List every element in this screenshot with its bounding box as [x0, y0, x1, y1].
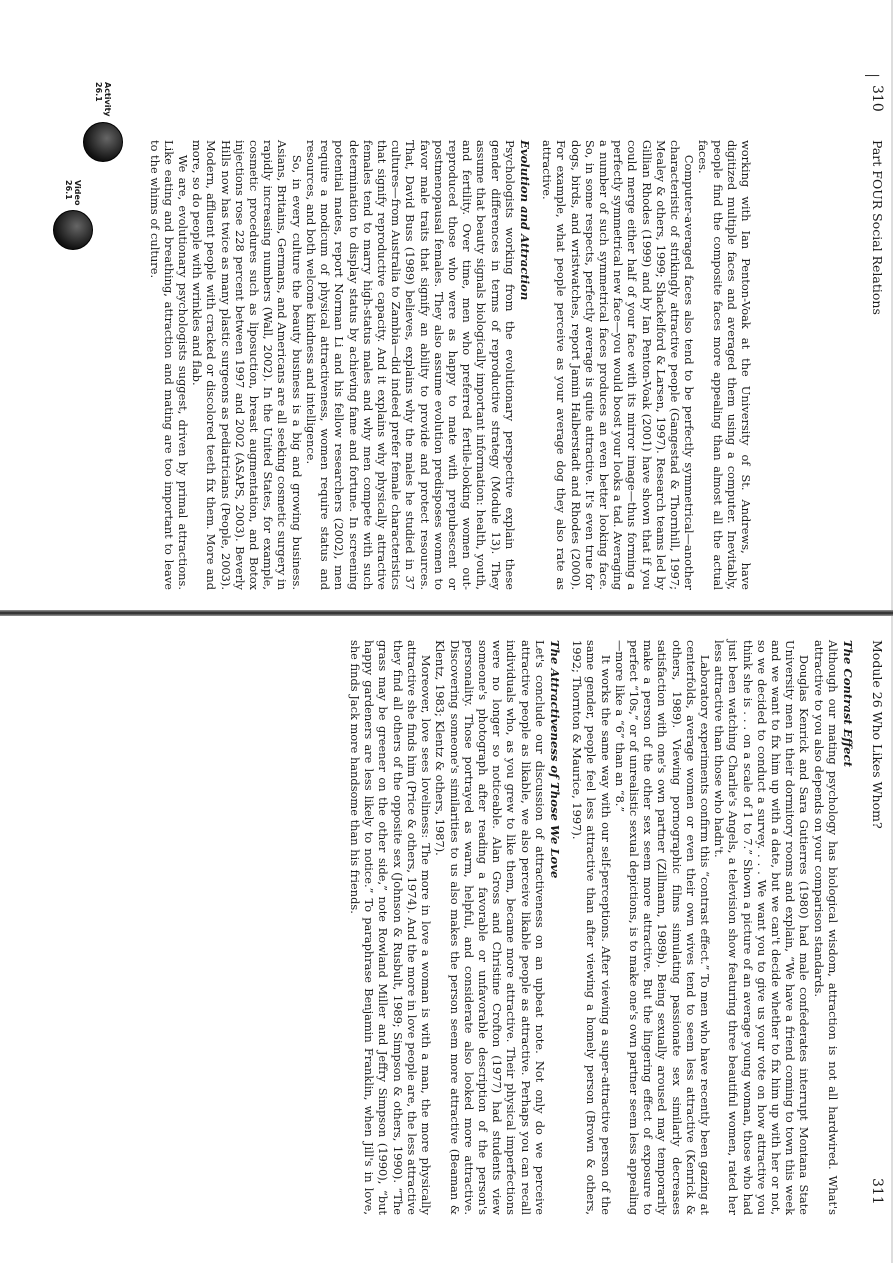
paragraph: It works the same way with our self-perceptions. After viewing a super-attractive person of the same gender, people feel less attractive than after viewing a homely person (Brown & others, 1992; Thornton & Maurice, 1997). — [570, 640, 613, 1215]
video-label: Video 26.1 — [64, 180, 82, 206]
section-heading: Evolution and Attraction — [517, 140, 532, 301]
paragraph: Moreover, love sees loveliness: The more in love a woman is with a man, the more physically attractive she finds him (Price & others, 1974). And the more in love people are, the less attractive they find all others of the opposite sex (Johnson & Rusbult, 1989; Simpson & others, 1990). “The grass may be greener on the other side,” note Rowland Miller and Jeffry Simpson (1990), “but happy gardeners are less likely to notice.” To paraphrase Benjamin Franklin, when Jill's in love, she finds Jack more handsome than his friends. — [348, 640, 434, 1215]
website-icon — [53, 210, 93, 250]
right-running-head: Module 26 Who Likes Whom? — [870, 640, 885, 829]
left-page-body — [147, 140, 753, 590]
paragraph: Laboratory experiments confirm this “contrast effect.” To men who have recently been gazing at centerfolds, average women or even their own wives tend to seem less attractive (Kenrick & others, 1989). Viewing pornographic films simulating passionate sex similarly decreases satisfaction with one's own partner (Zillmann, 1989b). Being sexually aroused may temporarily make a person of the other sex seem more attractive. But the lingering effect of exposure to perfect “10s,” or of unrealistic sexual depictions, is to make one's own partner seem less appealing—more like a “6” than an “8.” — [612, 640, 712, 1215]
paragraph: Psychologists working from the evolutionary perspective explain these gender differences in terms of reproductive strategy (Module 13). They assume that beauty signals biologically important information: health, youth, and fertility. Over time, men who preferred fertile-looking women out-reproduced those who were as happy to mate with prepubescent or postmenopausal females. They also assume evolution predisposes women to favor male traits that signify an ability to provide and protect resources. That, David Buss (1989) believes, explains why the males he studied in 37 cultures—from Australia to Zambia—did indeed prefer female characteristics that signify reproductive capacity. And it explains why physically attractive females tend to marry high-status males and why men compete with such determination to display status by achieving fame and fortune. In screening potential mates, report Norman Li and his fellow researchers (2002), men require a modicum of physical attractiveness, women require status and resources, and both welcome kindness and intelligence. — [303, 140, 517, 590]
paragraph: So, in every culture the beauty business is a big and growing business. Asians, Britains, Germans, and Americans are all seeking cosmetic surgery in rapidly increasing numbers (Wall, 2002). In the United States, for example, cosmetic procedures such as liposuction, breast augmentation, and Botox injections rose 228 percent between 1997 and 2002 (ASAPS, 2003). Beverly Hills now has twice as many plastic surgeons as pediatricians (People, 2003). Modern, affluent people with cracked or discolored teeth fix them. More and more, so do people with wrinkles and flab. — [190, 140, 304, 590]
corner-mark: │ — [865, 72, 879, 80]
paragraph: Let's conclude our discussion of attractiveness on an upbeat note. Not only do we perceive attractive people as likable, we also perceive likable people as attractive. Perhaps you can recall individuals who, as you grew to like them, became more attractive. Their physical imperfections were no longer so noticeable. Alan Gross and Christine Crofton (1977) had students view someone's photograph after reading a favorable or unfavorable description of the person's personality. Those portrayed as warm, helpful, and considerate also looked more attractive. Discovering someone's similarities to us also makes the person seem more attractive (Beaman & Klentz, 1983; Klentz & others, 1987). — [433, 640, 547, 1215]
section-heading: The Contrast Effect — [841, 640, 855, 767]
left-running-head: Part FOUR Social Relations — [870, 140, 885, 315]
video-margin-icon[interactable] — [53, 180, 93, 275]
section-heading: The Attractiveness of Those We Love — [547, 640, 562, 879]
page-gutter — [0, 610, 893, 616]
paragraph: Douglas Kenrick and Sara Gutierres (1980) had male confederates interrupt Montana State University men in their dormitory rooms and explain, “We have a friend coming to town this week and we want to fix him up with a date, but we can't decide whether to fix him up with her or not, so we decided to conduct a survey. . . . We want you to give us your vote on how attractive you think she is . . . on a scale of 1 to 7.” Shown a picture of an average young woman, those who had just been watching Charlie's Angels, a television show featuring three beautiful women, rated her less attractive than those who hadn't. — [712, 640, 812, 1215]
left-page-number: 310 — [869, 85, 885, 112]
paragraph: We are, evolutionary psychologists suggest, driven by primal attractions. Like eating and breathing, attraction and mating are too important to leave to the whims of culture. — [147, 140, 191, 590]
website-icon — [83, 122, 123, 162]
paragraph: Computer-averaged faces also tend to be perfectly symmetrical—another characteristic of strikingly attractive people (Gangestad & Thornhill, 1997; Mealey & others, 1999; Shackelford & Larsen, 1997). Research teams led by Gillian Rhodes (1999) and by Ian Penton-Voak (2001) have shown that if you could merge either half of your face with its mirror image—thus forming a perfectly symmetrical new face—you would boost your looks a tad. Averaging a number of such symmetrical faces produces an even better looking face. So, in some respects, perfectly average is quite attractive. It's even true for dogs, birds, and wristwatches, report Jamin Halberstadt and Rhodes (2000). For example, what people perceive as your average dog they also rate as attractive. — [540, 140, 697, 590]
activity-label: Activity 26.1 — [94, 82, 112, 117]
right-page-number: 311 — [869, 1178, 885, 1205]
paragraph: working with Ian Penton-Voak at the University of St. Andrews, have digitized multiple faces and averaged them using a computer. Inevitably, people find the composite faces more appealing than almost all the actual faces. — [696, 140, 753, 590]
right-page-body — [348, 640, 863, 1215]
paragraph: Although our mating psychology has biological wisdom, attraction is not all hardwired. What's attractive to you also depends on your comparison standards. — [811, 640, 840, 1215]
activity-margin-icon[interactable] — [83, 82, 123, 177]
